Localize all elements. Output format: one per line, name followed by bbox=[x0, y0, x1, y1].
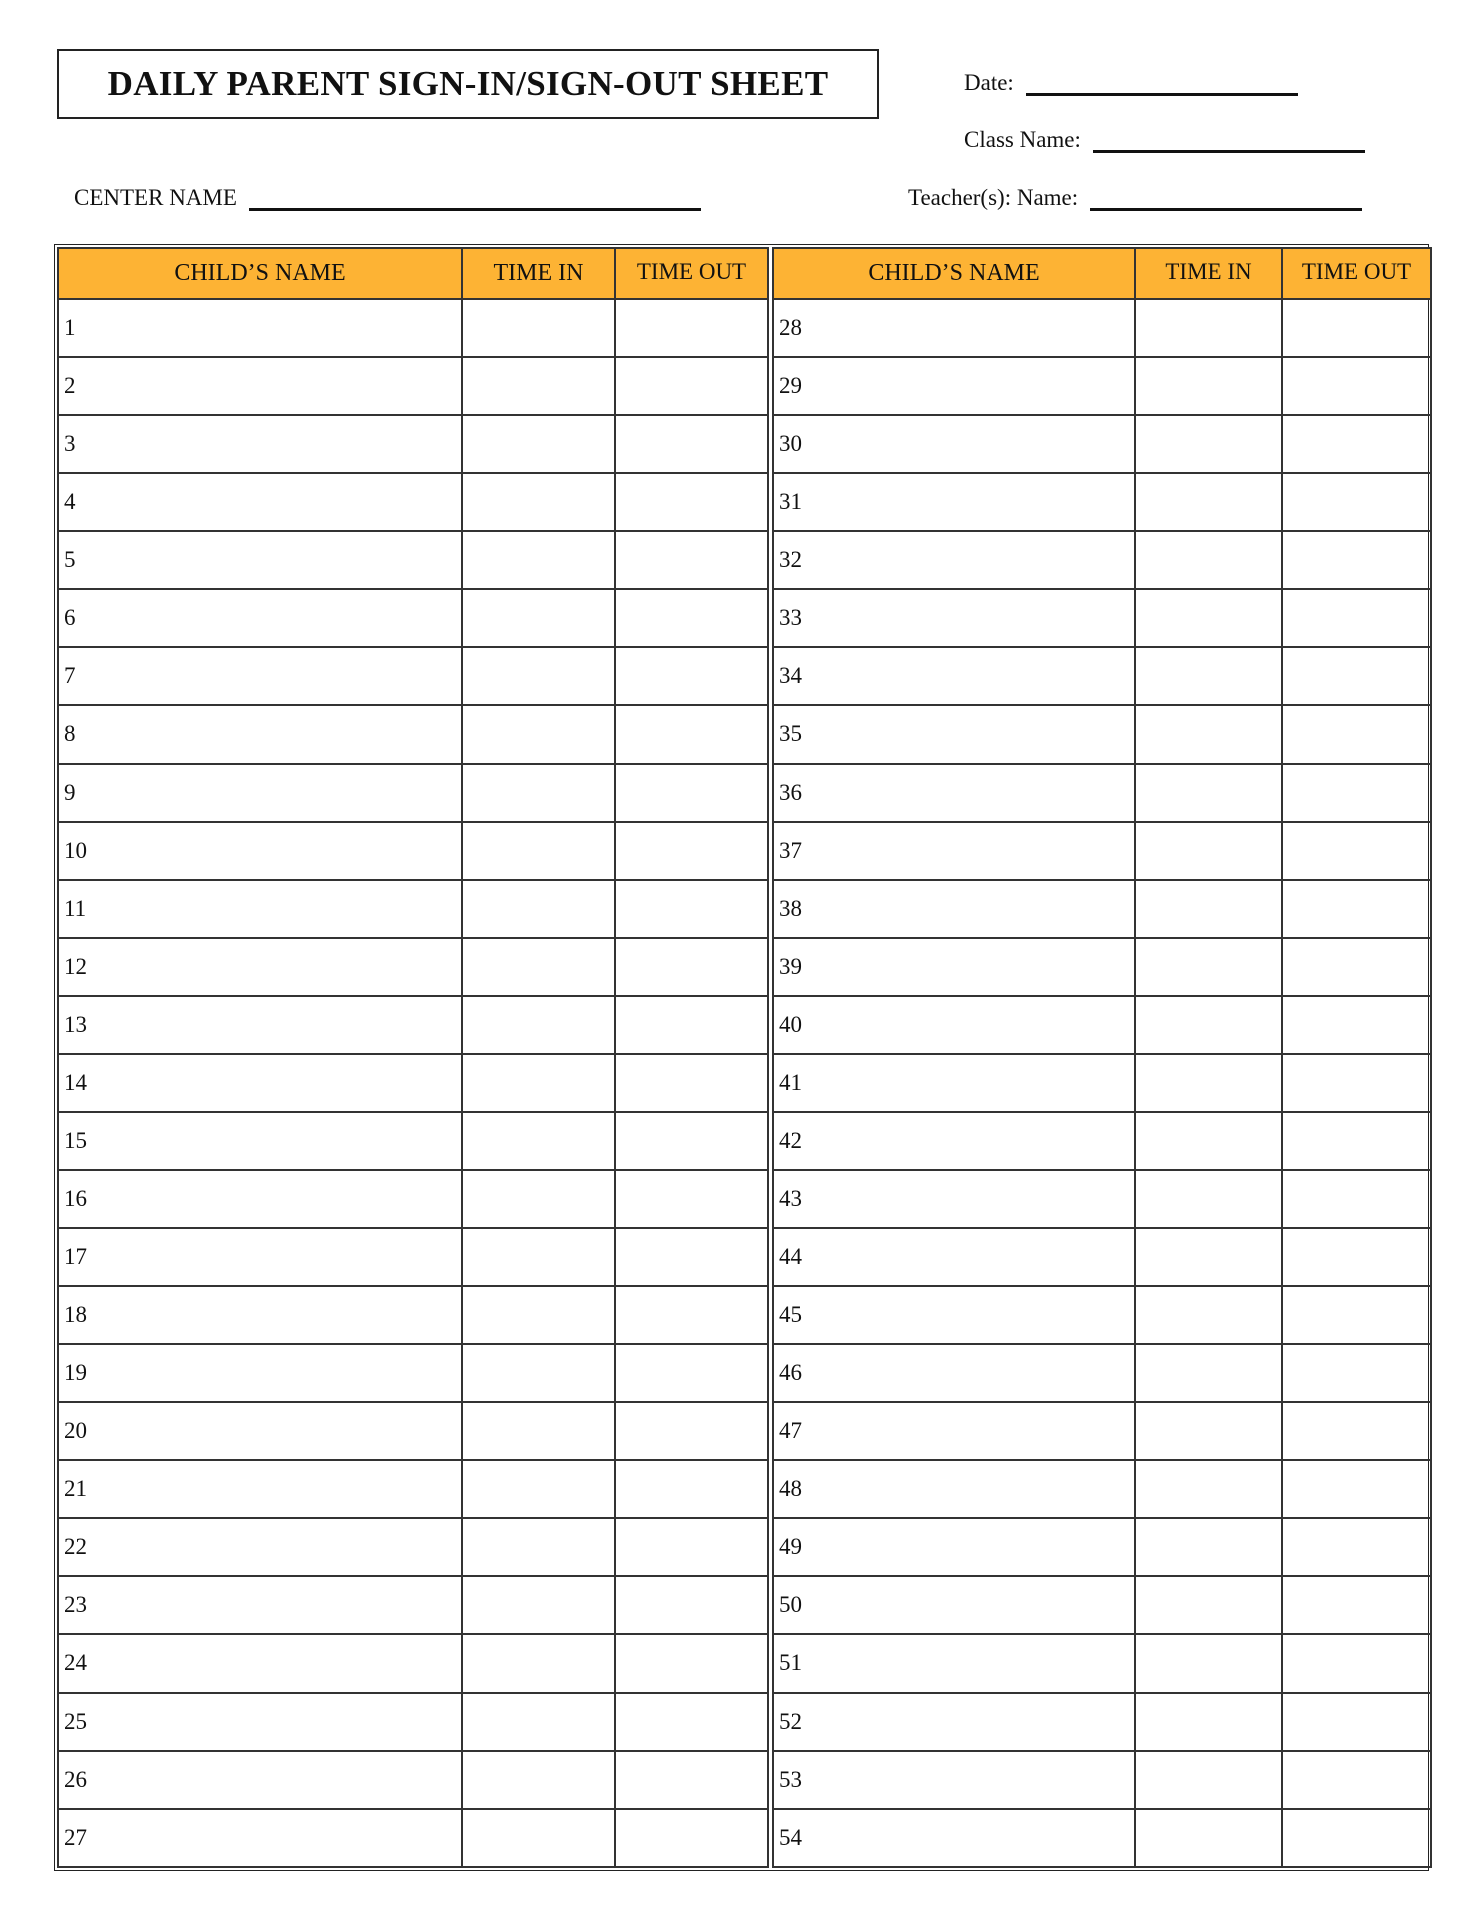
table-row bbox=[58, 938, 768, 996]
time-out-cell[interactable] bbox=[615, 473, 768, 531]
time-out-cell[interactable] bbox=[1282, 1634, 1431, 1692]
child-name-cell[interactable]: 48 bbox=[773, 1460, 1135, 1518]
time-out-cell[interactable] bbox=[615, 705, 768, 763]
child-name-cell[interactable]: 47 bbox=[773, 1402, 1135, 1460]
child-name-cell[interactable]: 45 bbox=[773, 1286, 1135, 1344]
time-out-cell[interactable] bbox=[1282, 996, 1431, 1054]
time-in-cell[interactable] bbox=[1135, 1576, 1282, 1634]
time-out-cell[interactable] bbox=[1282, 647, 1431, 705]
time-out-cell[interactable] bbox=[1282, 415, 1431, 473]
table-row bbox=[58, 1170, 768, 1228]
time-in-cell[interactable] bbox=[462, 299, 615, 357]
time-out-cell[interactable] bbox=[1282, 822, 1431, 880]
time-in-cell[interactable] bbox=[1135, 705, 1282, 763]
table-row bbox=[58, 1228, 768, 1286]
child-name-cell[interactable]: 26 bbox=[58, 1751, 462, 1809]
child-name-cell[interactable]: 14 bbox=[58, 1054, 462, 1112]
child-name-cell[interactable]: 22 bbox=[58, 1518, 462, 1576]
time-in-cell[interactable] bbox=[1135, 299, 1282, 357]
child-name-cell[interactable]: 52 bbox=[773, 1693, 1135, 1751]
table-row bbox=[773, 880, 1431, 938]
table-row bbox=[58, 705, 768, 763]
table-row bbox=[58, 880, 768, 938]
child-name-cell[interactable]: 15 bbox=[58, 1112, 462, 1170]
table-row bbox=[773, 938, 1431, 996]
time-in-cell[interactable] bbox=[1135, 1402, 1282, 1460]
time-out-cell[interactable] bbox=[615, 938, 768, 996]
time-out-cell[interactable] bbox=[615, 1693, 768, 1751]
time-out-cell[interactable] bbox=[1282, 1576, 1431, 1634]
time-out-cell[interactable] bbox=[615, 299, 768, 357]
teacher-name-field[interactable] bbox=[908, 185, 1362, 211]
child-name-cell[interactable]: 30 bbox=[773, 415, 1135, 473]
time-out-header: TIME OUT bbox=[615, 248, 768, 299]
table-row bbox=[58, 996, 768, 1054]
time-out-cell[interactable] bbox=[1282, 299, 1431, 357]
class-name-line[interactable] bbox=[1093, 149, 1365, 153]
time-in-cell[interactable] bbox=[1135, 1809, 1282, 1867]
table-row bbox=[773, 1751, 1431, 1809]
time-out-cell[interactable] bbox=[1282, 1054, 1431, 1112]
time-out-cell[interactable] bbox=[615, 1460, 768, 1518]
time-in-cell[interactable] bbox=[462, 1576, 615, 1634]
center-name-field[interactable] bbox=[74, 185, 701, 211]
time-in-cell[interactable] bbox=[1135, 1170, 1282, 1228]
teacher-name-line[interactable] bbox=[1090, 207, 1362, 211]
child-name-cell[interactable]: 42 bbox=[773, 1112, 1135, 1170]
table-row bbox=[773, 1576, 1431, 1634]
time-out-cell[interactable] bbox=[1282, 1228, 1431, 1286]
table-row bbox=[773, 1518, 1431, 1576]
child-name-cell[interactable]: 24 bbox=[58, 1634, 462, 1692]
child-name-cell[interactable]: 20 bbox=[58, 1402, 462, 1460]
child-name-cell[interactable]: 8 bbox=[58, 705, 462, 763]
time-in-cell[interactable] bbox=[1135, 1460, 1282, 1518]
time-in-cell[interactable] bbox=[462, 764, 615, 822]
child-name-cell[interactable]: 38 bbox=[773, 880, 1135, 938]
child-name-cell[interactable]: 21 bbox=[58, 1460, 462, 1518]
table-row bbox=[58, 1054, 768, 1112]
table-row bbox=[58, 647, 768, 705]
table-row bbox=[58, 1402, 768, 1460]
time-out-cell[interactable] bbox=[615, 1402, 768, 1460]
table-row bbox=[58, 1809, 768, 1867]
child-name-cell[interactable]: 46 bbox=[773, 1344, 1135, 1402]
child-name-cell[interactable]: 1 bbox=[58, 299, 462, 357]
right-table bbox=[772, 247, 1432, 1868]
table-row bbox=[773, 531, 1431, 589]
child-name-cell[interactable]: 19 bbox=[58, 1344, 462, 1402]
table-row bbox=[773, 1634, 1431, 1692]
child-name-cell[interactable]: 7 bbox=[58, 647, 462, 705]
time-in-cell[interactable] bbox=[462, 1518, 615, 1576]
child-name-cell[interactable]: 12 bbox=[58, 938, 462, 996]
child-name-cell[interactable]: 50 bbox=[773, 1576, 1135, 1634]
time-in-cell[interactable] bbox=[1135, 996, 1282, 1054]
time-out-cell[interactable] bbox=[1282, 1460, 1431, 1518]
child-name-cell[interactable]: 10 bbox=[58, 822, 462, 880]
table-row bbox=[58, 1112, 768, 1170]
time-in-cell[interactable] bbox=[462, 1634, 615, 1692]
table-row bbox=[773, 996, 1431, 1054]
table-row bbox=[58, 357, 768, 415]
left-header-row bbox=[58, 248, 768, 299]
child-name-cell[interactable]: 49 bbox=[773, 1518, 1135, 1576]
table-row bbox=[58, 1344, 768, 1402]
time-in-cell[interactable] bbox=[1135, 1693, 1282, 1751]
table-row bbox=[58, 1634, 768, 1692]
childs-name-header: CHILD’S NAME bbox=[58, 248, 462, 299]
time-out-cell[interactable] bbox=[1282, 1518, 1431, 1576]
child-name-cell[interactable]: 54 bbox=[773, 1809, 1135, 1867]
table-row bbox=[773, 415, 1431, 473]
time-in-cell[interactable] bbox=[1135, 880, 1282, 938]
time-out-cell[interactable] bbox=[615, 1518, 768, 1576]
time-in-cell[interactable] bbox=[462, 1228, 615, 1286]
time-out-cell[interactable] bbox=[1282, 1402, 1431, 1460]
table-row bbox=[773, 589, 1431, 647]
time-out-cell[interactable] bbox=[615, 880, 768, 938]
time-out-cell[interactable] bbox=[615, 415, 768, 473]
time-out-cell[interactable] bbox=[1282, 357, 1431, 415]
table-row bbox=[773, 1286, 1431, 1344]
time-in-cell[interactable] bbox=[462, 1112, 615, 1170]
child-name-cell[interactable]: 2 bbox=[58, 357, 462, 415]
child-name-cell[interactable]: 9 bbox=[58, 764, 462, 822]
time-in-cell[interactable] bbox=[462, 415, 615, 473]
time-in-cell[interactable] bbox=[1135, 473, 1282, 531]
class-name-label: Class Name: bbox=[964, 127, 1081, 152]
table-row bbox=[58, 1751, 768, 1809]
table-row bbox=[773, 357, 1431, 415]
table-row bbox=[58, 473, 768, 531]
time-in-cell[interactable] bbox=[462, 589, 615, 647]
time-out-cell[interactable] bbox=[615, 1751, 768, 1809]
time-in-cell[interactable] bbox=[462, 1751, 615, 1809]
table-row bbox=[58, 531, 768, 589]
table-row bbox=[58, 822, 768, 880]
child-name-cell[interactable]: 13 bbox=[58, 996, 462, 1054]
child-name-cell[interactable]: 35 bbox=[773, 705, 1135, 763]
time-in-cell[interactable] bbox=[462, 473, 615, 531]
date-field[interactable] bbox=[964, 70, 1298, 96]
time-out-cell[interactable] bbox=[1282, 1344, 1431, 1402]
time-in-header: TIME IN bbox=[462, 248, 615, 299]
child-name-cell[interactable]: 11 bbox=[58, 880, 462, 938]
child-name-cell[interactable]: 25 bbox=[58, 1693, 462, 1751]
date-label: Date: bbox=[964, 70, 1014, 95]
sign-in-sheet bbox=[54, 244, 1429, 1871]
time-in-cell[interactable] bbox=[1135, 1054, 1282, 1112]
time-out-cell[interactable] bbox=[1282, 1751, 1431, 1809]
teacher-name-label: Teacher(s): Name: bbox=[908, 185, 1079, 210]
time-in-cell[interactable] bbox=[1135, 822, 1282, 880]
time-out-cell[interactable] bbox=[1282, 764, 1431, 822]
time-in-cell[interactable] bbox=[1135, 415, 1282, 473]
time-out-cell[interactable] bbox=[1282, 938, 1431, 996]
time-in-cell[interactable] bbox=[462, 1460, 615, 1518]
time-out-cell[interactable] bbox=[615, 1170, 768, 1228]
time-out-cell[interactable] bbox=[615, 589, 768, 647]
time-in-cell[interactable] bbox=[1135, 1751, 1282, 1809]
title-box bbox=[57, 49, 879, 119]
time-in-cell[interactable] bbox=[1135, 1344, 1282, 1402]
table-row bbox=[58, 1576, 768, 1634]
table-row bbox=[58, 1693, 768, 1751]
child-name-cell[interactable]: 40 bbox=[773, 996, 1135, 1054]
child-name-cell[interactable]: 6 bbox=[58, 589, 462, 647]
child-name-cell[interactable]: 34 bbox=[773, 647, 1135, 705]
time-out-cell[interactable] bbox=[1282, 531, 1431, 589]
time-out-header: TIME OUT bbox=[1282, 248, 1431, 299]
page-title: DAILY PARENT SIGN-IN/SIGN-OUT SHEET bbox=[107, 64, 829, 103]
time-in-cell[interactable] bbox=[1135, 1112, 1282, 1170]
child-name-cell[interactable]: 4 bbox=[58, 473, 462, 531]
time-in-cell[interactable] bbox=[1135, 647, 1282, 705]
time-in-cell[interactable] bbox=[462, 357, 615, 415]
child-name-cell[interactable]: 43 bbox=[773, 1170, 1135, 1228]
table-row bbox=[773, 299, 1431, 357]
table-row bbox=[773, 1693, 1431, 1751]
child-name-cell[interactable]: 32 bbox=[773, 531, 1135, 589]
child-name-cell[interactable]: 53 bbox=[773, 1751, 1135, 1809]
time-out-cell[interactable] bbox=[615, 1576, 768, 1634]
table-row bbox=[58, 1460, 768, 1518]
time-out-cell[interactable] bbox=[1282, 880, 1431, 938]
time-out-cell[interactable] bbox=[615, 357, 768, 415]
table-row bbox=[773, 1344, 1431, 1402]
time-out-cell[interactable] bbox=[615, 1286, 768, 1344]
time-in-cell[interactable] bbox=[1135, 1228, 1282, 1286]
table-row bbox=[773, 705, 1431, 763]
time-out-cell[interactable] bbox=[615, 1809, 768, 1867]
childs-name-header: CHILD’S NAME bbox=[773, 248, 1135, 299]
table-row bbox=[773, 1054, 1431, 1112]
child-name-cell[interactable]: 39 bbox=[773, 938, 1135, 996]
time-out-cell[interactable] bbox=[1282, 1693, 1431, 1751]
right-header-row bbox=[773, 248, 1431, 299]
time-out-cell[interactable] bbox=[615, 822, 768, 880]
time-out-cell[interactable] bbox=[615, 1228, 768, 1286]
time-in-cell[interactable] bbox=[462, 822, 615, 880]
table-row bbox=[58, 415, 768, 473]
time-in-cell[interactable] bbox=[1135, 357, 1282, 415]
table-row bbox=[773, 1809, 1431, 1867]
time-out-cell[interactable] bbox=[1282, 1809, 1431, 1867]
time-in-cell[interactable] bbox=[462, 1402, 615, 1460]
child-name-cell[interactable]: 5 bbox=[58, 531, 462, 589]
time-in-cell[interactable] bbox=[1135, 1518, 1282, 1576]
time-out-cell[interactable] bbox=[1282, 705, 1431, 763]
time-in-cell[interactable] bbox=[462, 1286, 615, 1344]
time-in-header: TIME IN bbox=[1135, 248, 1282, 299]
table-row bbox=[773, 1460, 1431, 1518]
table-row bbox=[58, 764, 768, 822]
child-name-cell[interactable]: 36 bbox=[773, 764, 1135, 822]
time-in-cell[interactable] bbox=[1135, 764, 1282, 822]
table-row bbox=[773, 822, 1431, 880]
time-in-cell[interactable] bbox=[462, 1809, 615, 1867]
time-out-cell[interactable] bbox=[1282, 589, 1431, 647]
child-name-cell[interactable]: 18 bbox=[58, 1286, 462, 1344]
table-row bbox=[773, 1112, 1431, 1170]
time-in-cell[interactable] bbox=[1135, 1634, 1282, 1692]
table-row bbox=[773, 1228, 1431, 1286]
time-out-cell[interactable] bbox=[615, 647, 768, 705]
table-row bbox=[58, 1286, 768, 1344]
table-row bbox=[773, 764, 1431, 822]
time-in-cell[interactable] bbox=[462, 1344, 615, 1402]
time-in-cell[interactable] bbox=[1135, 1286, 1282, 1344]
time-out-cell[interactable] bbox=[615, 531, 768, 589]
class-name-field[interactable] bbox=[964, 127, 1365, 153]
time-in-cell[interactable] bbox=[1135, 531, 1282, 589]
time-out-cell[interactable] bbox=[615, 996, 768, 1054]
time-out-cell[interactable] bbox=[615, 1054, 768, 1112]
child-name-cell[interactable]: 44 bbox=[773, 1228, 1135, 1286]
time-in-cell[interactable] bbox=[462, 938, 615, 996]
time-out-cell[interactable] bbox=[615, 1112, 768, 1170]
time-out-cell[interactable] bbox=[1282, 1112, 1431, 1170]
time-out-cell[interactable] bbox=[615, 764, 768, 822]
time-in-cell[interactable] bbox=[462, 531, 615, 589]
time-in-cell[interactable] bbox=[462, 1054, 615, 1112]
time-out-cell[interactable] bbox=[1282, 473, 1431, 531]
time-out-cell[interactable] bbox=[615, 1634, 768, 1692]
table-row bbox=[773, 647, 1431, 705]
table-row bbox=[773, 473, 1431, 531]
left-table bbox=[57, 247, 769, 1868]
child-name-cell[interactable]: 16 bbox=[58, 1170, 462, 1228]
time-in-cell[interactable] bbox=[1135, 589, 1282, 647]
time-out-cell[interactable] bbox=[1282, 1286, 1431, 1344]
child-name-cell[interactable]: 27 bbox=[58, 1809, 462, 1867]
table-row bbox=[58, 589, 768, 647]
time-out-cell[interactable] bbox=[615, 1344, 768, 1402]
child-name-cell[interactable]: 17 bbox=[58, 1228, 462, 1286]
time-in-cell[interactable] bbox=[462, 1693, 615, 1751]
child-name-cell[interactable]: 29 bbox=[773, 357, 1135, 415]
center-name-line[interactable] bbox=[249, 207, 701, 211]
time-in-cell[interactable] bbox=[462, 1170, 615, 1228]
table-row bbox=[58, 1518, 768, 1576]
table-row bbox=[58, 299, 768, 357]
child-name-cell[interactable]: 51 bbox=[773, 1634, 1135, 1692]
child-name-cell[interactable]: 41 bbox=[773, 1054, 1135, 1112]
time-in-cell[interactable] bbox=[462, 996, 615, 1054]
time-in-cell[interactable] bbox=[1135, 938, 1282, 996]
time-in-cell[interactable] bbox=[462, 880, 615, 938]
table-row bbox=[773, 1170, 1431, 1228]
table-row bbox=[773, 1402, 1431, 1460]
child-name-cell[interactable]: 28 bbox=[773, 299, 1135, 357]
time-out-cell[interactable] bbox=[1282, 1170, 1431, 1228]
child-name-cell[interactable]: 33 bbox=[773, 589, 1135, 647]
child-name-cell[interactable]: 37 bbox=[773, 822, 1135, 880]
child-name-cell[interactable]: 3 bbox=[58, 415, 462, 473]
child-name-cell[interactable]: 31 bbox=[773, 473, 1135, 531]
time-in-cell[interactable] bbox=[462, 647, 615, 705]
date-line[interactable] bbox=[1026, 92, 1298, 96]
child-name-cell[interactable]: 23 bbox=[58, 1576, 462, 1634]
center-name-label: CENTER NAME bbox=[74, 185, 237, 210]
time-in-cell[interactable] bbox=[462, 705, 615, 763]
